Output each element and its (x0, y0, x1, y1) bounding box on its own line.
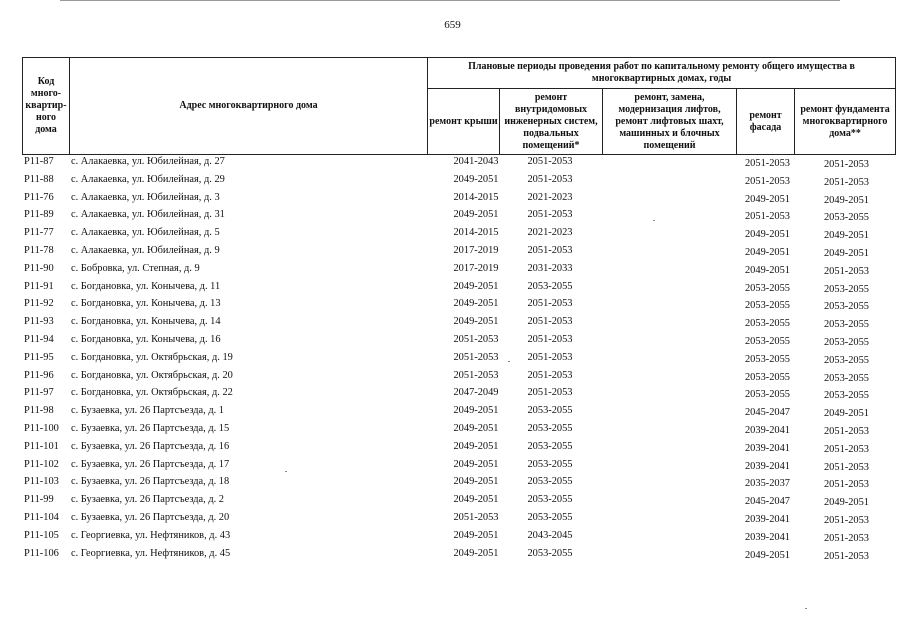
row-foundation: 2051-2053 (823, 532, 870, 544)
row-code: Р11-96 (24, 369, 54, 381)
table-row (22, 404, 895, 422)
row-foundation: 2051-2053 (823, 176, 870, 188)
row-facade: 2039-2041 (744, 513, 791, 525)
row-address: с. Богдановка, ул. Конычева, д. 14 (71, 316, 221, 328)
row-address: с. Алакаевка, ул. Юбилейная, д. 29 (71, 173, 225, 185)
table-body (22, 155, 895, 564)
table-row (22, 173, 895, 191)
row-roof: 2049-2051 (453, 494, 499, 506)
row-address: с. Бузаевка, ул. 26 Партсъезда, д. 18 (71, 476, 230, 488)
row-systems: 2053-2055 (527, 494, 573, 506)
table-row (22, 493, 895, 511)
row-foundation: 2049-2051 (823, 408, 870, 420)
row-facade: 2049-2051 (744, 246, 791, 258)
row-roof: 2051-2053 (453, 369, 499, 381)
row-facade: 2053-2055 (744, 371, 791, 383)
table-row (22, 226, 895, 244)
row-roof: 2049-2051 (453, 405, 499, 417)
row-address: с. Алакаевка, ул. Юбилейная, д. 9 (71, 244, 220, 256)
row-systems: 2051-2053 (527, 173, 573, 185)
row-roof: 2049-2051 (453, 547, 499, 559)
row-foundation: 2049-2051 (823, 247, 870, 259)
header-lifts: ремонт, замена, модернизация лифтов, ремонт лифтовых шахт, машинных и блочных помещений (603, 89, 737, 155)
row-systems: 2051-2053 (527, 298, 573, 310)
row-facade: 2035-2037 (744, 478, 791, 490)
table-row (22, 369, 895, 387)
row-foundation: 2053-2055 (823, 212, 870, 224)
scan-speck (653, 220, 655, 221)
table-row (22, 333, 895, 351)
row-roof: 2041-2043 (453, 156, 499, 167)
table-row (22, 280, 895, 298)
row-facade: 2049-2051 (744, 264, 791, 276)
table-row (22, 511, 895, 529)
table-row (22, 262, 895, 280)
row-systems: 2021-2023 (527, 227, 573, 239)
row-roof: 2014-2015 (453, 191, 499, 203)
row-address: с. Богдановка, ул. Октябрьская, д. 22 (71, 387, 233, 399)
row-code: Р11-91 (24, 280, 54, 292)
table-row (22, 458, 895, 476)
row-foundation: 2049-2051 (823, 230, 870, 242)
row-facade: 2053-2055 (744, 300, 791, 312)
row-facade: 2051-2053 (744, 175, 791, 187)
row-address: с. Бузаевка, ул. 26 Партсъезда, д. 15 (71, 422, 230, 434)
table-row (22, 208, 895, 226)
row-foundation: 2053-2055 (823, 319, 870, 331)
row-code: Р11-100 (24, 422, 59, 434)
row-address: с. Алакаевка, ул. Юбилейная, д. 27 (71, 156, 225, 167)
header-facade: ремонт фасада (737, 89, 795, 155)
row-foundation: 2051-2053 (823, 550, 870, 562)
row-facade: 2053-2055 (744, 318, 791, 330)
row-systems: 2053-2055 (527, 458, 573, 470)
row-code: Р11-104 (24, 511, 59, 523)
row-roof: 2049-2051 (453, 529, 499, 541)
row-address: с. Богдановка, ул. Октябрьская, д. 19 (71, 351, 233, 363)
row-facade: 2039-2041 (744, 442, 791, 454)
row-code: Р11-78 (24, 244, 54, 256)
row-foundation: 2053-2055 (823, 283, 870, 295)
row-foundation: 2051-2053 (823, 159, 870, 170)
row-code: Р11-76 (24, 191, 54, 203)
row-roof: 2017-2019 (453, 244, 499, 256)
row-foundation: 2051-2053 (823, 461, 870, 473)
header-address: Адрес многоквартирного дома (70, 58, 428, 155)
row-systems: 2053-2055 (527, 476, 573, 488)
row-foundation: 2049-2051 (823, 194, 870, 206)
row-code: Р11-102 (24, 458, 59, 470)
header-periods: Плановые периоды проведения работ по капитальному ремонту общего имущества в многоквартирных домах, годы (428, 58, 896, 89)
scan-speck (508, 361, 510, 362)
row-systems: 2051-2053 (527, 369, 573, 381)
row-code: Р11-90 (24, 262, 54, 274)
row-foundation: 2053-2055 (823, 301, 870, 313)
row-roof: 2049-2051 (453, 280, 499, 292)
row-facade: 2053-2055 (744, 282, 791, 294)
row-code: Р11-88 (24, 173, 54, 185)
page-number: 659 (444, 19, 461, 31)
row-systems: 2051-2053 (527, 316, 573, 328)
row-address: с. Богдановка, ул. Конычева, д. 11 (71, 280, 221, 292)
row-address: с. Богдановка, ул. Конычева, д. 13 (71, 298, 221, 310)
row-roof: 2049-2051 (453, 209, 499, 221)
row-facade: 2053-2055 (744, 335, 791, 347)
row-roof: 2049-2051 (453, 458, 499, 470)
table-row (22, 547, 895, 565)
table-row (22, 529, 895, 547)
scan-speck (285, 471, 287, 472)
row-code: Р11-105 (24, 529, 59, 541)
row-facade: 2053-2055 (744, 389, 791, 401)
table-row (22, 422, 895, 440)
row-roof: 2049-2051 (453, 316, 499, 328)
row-roof: 2049-2051 (453, 476, 499, 488)
scan-speck (805, 608, 807, 609)
row-roof: 2049-2051 (453, 298, 499, 310)
row-facade: 2049-2051 (744, 193, 791, 205)
row-roof: 2049-2051 (453, 422, 499, 434)
row-address: с. Бузаевка, ул. 26 Партсъезда, д. 1 (71, 405, 225, 417)
row-roof: 2047-2049 (453, 387, 499, 399)
row-foundation: 2051-2053 (823, 514, 870, 526)
row-roof: 2017-2019 (453, 262, 499, 274)
row-code: Р11-87 (24, 156, 54, 167)
row-roof: 2051-2053 (453, 333, 499, 345)
row-facade: 2039-2041 (744, 531, 791, 543)
row-facade: 2049-2051 (744, 229, 791, 241)
row-facade: 2049-2051 (744, 549, 791, 561)
row-code: Р11-95 (24, 351, 54, 363)
table-row (22, 191, 895, 209)
row-facade: 2051-2053 (744, 211, 791, 223)
row-address: с. Бузаевка, ул. 26 Партсъезда, д. 20 (71, 511, 230, 523)
row-roof: 2051-2053 (453, 511, 499, 523)
row-code: Р11-89 (24, 209, 54, 221)
row-address: с. Богдановка, ул. Конычева, д. 16 (71, 333, 221, 345)
row-systems: 2031-2033 (527, 262, 573, 274)
row-facade: 2039-2041 (744, 460, 791, 472)
row-code: Р11-101 (24, 440, 59, 452)
row-roof: 2049-2051 (453, 173, 499, 185)
row-address: с. Алакаевка, ул. Юбилейная, д. 5 (71, 227, 220, 239)
row-facade: 2039-2041 (744, 424, 791, 436)
row-foundation: 2053-2055 (823, 390, 870, 402)
row-systems: 2053-2055 (527, 547, 573, 559)
row-systems: 2053-2055 (527, 280, 573, 292)
table-row (22, 297, 895, 315)
row-address: с. Бузаевка, ул. 26 Партсъезда, д. 2 (71, 494, 225, 506)
row-systems: 2051-2053 (527, 244, 573, 256)
row-systems: 2051-2053 (527, 156, 573, 167)
row-code: Р11-94 (24, 333, 54, 345)
row-systems: 2051-2053 (527, 209, 573, 221)
row-roof: 2014-2015 (453, 227, 499, 239)
row-foundation: 2053-2055 (823, 372, 870, 384)
row-facade: 2045-2047 (744, 407, 791, 419)
row-systems: 2021-2023 (527, 191, 573, 203)
row-systems: 2053-2055 (527, 511, 573, 523)
row-roof: 2051-2053 (453, 351, 499, 363)
row-address: с. Бузаевка, ул. 26 Партсъезда, д. 17 (71, 458, 230, 470)
row-address: с. Алакаевка, ул. Юбилейная, д. 31 (71, 209, 225, 221)
table-row (22, 440, 895, 458)
row-facade: 2045-2047 (744, 496, 791, 508)
row-foundation: 2053-2055 (823, 354, 870, 366)
row-systems: 2043-2045 (527, 529, 573, 541)
row-systems: 2051-2053 (527, 333, 573, 345)
row-code: Р11-103 (24, 476, 59, 488)
row-address: с. Бобровка, ул. Степная, д. 9 (71, 262, 200, 274)
row-code: Р11-97 (24, 387, 54, 399)
row-address: с. Георгиевка, ул. Нефтяников, д. 45 (71, 547, 231, 559)
row-code: Р11-99 (24, 494, 54, 506)
row-systems: 2051-2053 (527, 351, 573, 363)
row-roof: 2049-2051 (453, 440, 499, 452)
row-address: с. Богдановка, ул. Октябрьская, д. 20 (71, 369, 233, 381)
row-foundation: 2049-2051 (823, 497, 870, 509)
header-roof: ремонт крыши (428, 89, 500, 155)
row-foundation: 2051-2053 (823, 443, 870, 455)
row-systems: 2053-2055 (527, 405, 573, 417)
row-code: Р11-106 (24, 547, 59, 559)
row-code: Р11-98 (24, 405, 54, 417)
table-row (22, 386, 895, 404)
row-code: Р11-77 (24, 227, 54, 239)
header-foundation: ремонт фундамента многоквартирного дома** (795, 89, 896, 155)
table-row (22, 475, 895, 493)
row-code: Р11-92 (24, 298, 54, 310)
table-row (22, 244, 895, 262)
header-systems: ремонт внутридомовых инженерных систем, подвальных помещений* (500, 89, 603, 155)
row-systems: 2053-2055 (527, 422, 573, 434)
table-row (22, 351, 895, 369)
row-foundation: 2051-2053 (823, 265, 870, 277)
row-address: с. Алакаевка, ул. Юбилейная, д. 3 (71, 191, 220, 203)
row-foundation: 2053-2055 (823, 336, 870, 348)
table-row (22, 315, 895, 333)
row-foundation: 2051-2053 (823, 425, 870, 437)
header-code: Код много-квартир-ного дома (23, 58, 70, 155)
row-code: Р11-93 (24, 316, 54, 328)
table-header (22, 57, 896, 155)
row-facade: 2051-2053 (744, 158, 791, 169)
row-systems: 2051-2053 (527, 387, 573, 399)
row-address: с. Бузаевка, ул. 26 Партсъезда, д. 16 (71, 440, 230, 452)
row-foundation: 2051-2053 (823, 479, 870, 491)
row-address: с. Георгиевка, ул. Нефтяников, д. 43 (71, 529, 231, 541)
scan-edge-line (60, 0, 840, 2)
row-facade: 2053-2055 (744, 353, 791, 365)
row-systems: 2053-2055 (527, 440, 573, 452)
table-row (22, 155, 895, 173)
